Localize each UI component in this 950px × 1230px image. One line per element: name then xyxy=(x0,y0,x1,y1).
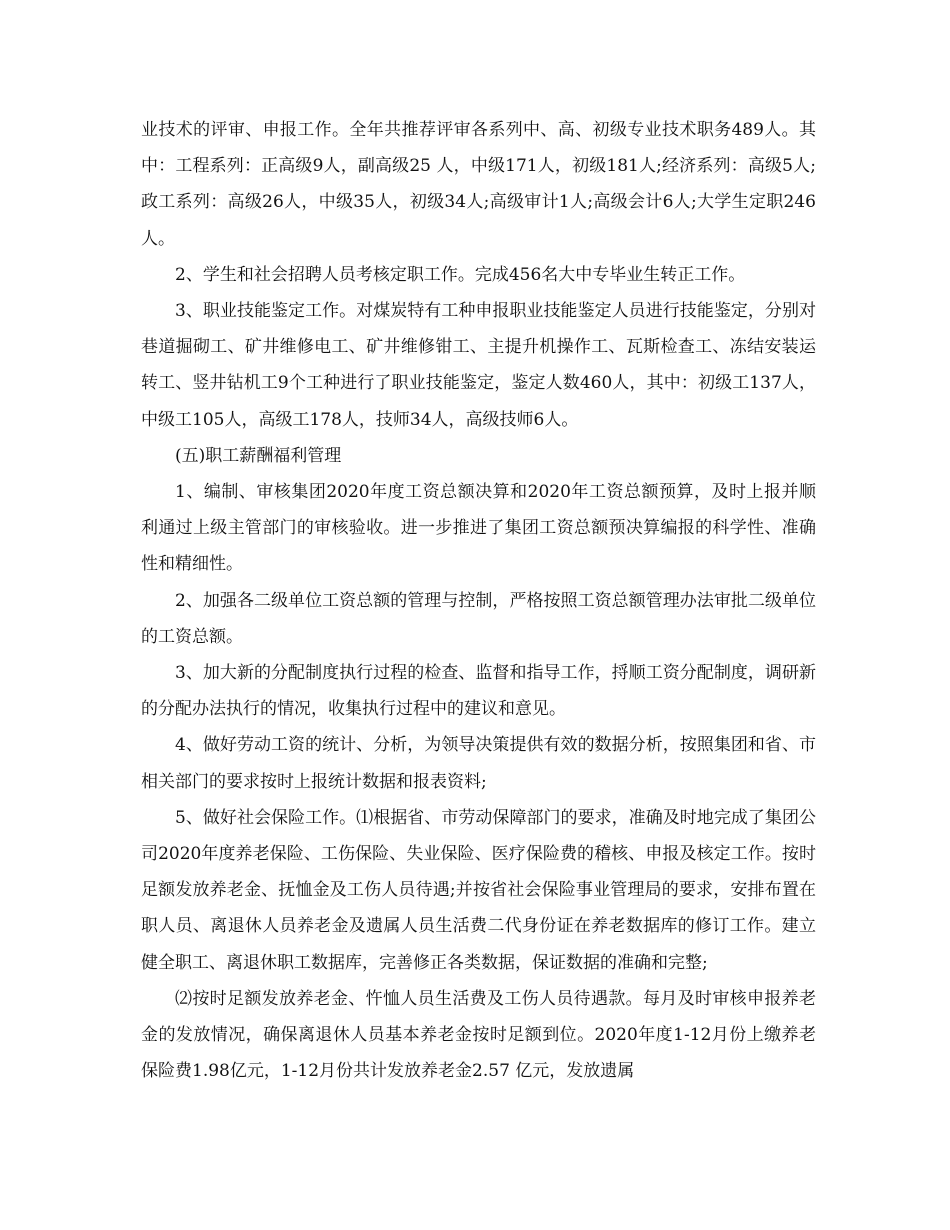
paragraph-item-2-recruitment: 2、学生和社会招聘人员考核定职工作。完成456名大中专毕业生转正工作。 xyxy=(175,264,746,285)
paragraph-compensation-item-4: 4、做好劳动工资的统计、分析，为领导决策提供有效的数据分析，按照集团和省、市相关部门的要求按时上报统计数据和报表资料; xyxy=(141,735,816,792)
document-body xyxy=(141,112,816,1089)
paragraph-compensation-subitem-2: ⑵按时足额发放养老金、忤恤人员生活费及工伤人员待遇款。每月及时审核申报养老金的发放情况，确保离退休人员基本养老金按时足额到位。2020年度1-12月份上缴养老保险费1.98亿元，1-12月份共计发放养老金2.57 亿元，发放遗属 xyxy=(141,988,816,1082)
paragraph-compensation-item-1: 1、编制、审核集团2020年度工资总额决算和2020年工资总额预算，及时上报并顺利通过上级主管部门的审核验收。进一步推进了集团工资总额预决算编报的科学性、准确性和精细性。 xyxy=(141,482,816,575)
paragraph-item-3-skill-appraisal: 3、职业技能鉴定工作。对煤炭特有工种申报职业技能鉴定人员进行技能鉴定，分别对巷道掘砌工、矿井维修电工、矿井维修钳工、主提升机操作工、瓦斯检查工、冻结安装运转工、竖井钻机工9个工种进行了职业技能鉴定，鉴定人数460人，其中：初级工137人，中级工105人，高级工178人，技师34人，高级技师6人。 xyxy=(141,301,816,430)
paragraph-continued: 业技术的评审、申报工作。全年共推荐评审各系列中、高、初级专业技术职务489人。其中：工程系列：正高级9人，副高级25 人，中级171人，初级181人;经济系列：高级5人;政工系列：高级26人，中级35人，初级34人;高级审计1人;高级会计6人;大学生定职246人。 xyxy=(141,120,817,249)
paragraph-compensation-item-3: 3、加大新的分配制度执行过程的检查、监督和指导工作，捋顺工资分配制度，调研新的分配办法执行的情况，收集执行过程中的建议和意见。 xyxy=(141,663,816,720)
paragraph-compensation-item-5: 5、做好社会保险工作。⑴根据省、市劳动保障部门的要求，准确及时地完成了集团公司2020年度养老保险、工伤保险、失业保险、医疗保险费的稽核、申报及核定工作。按时足额发放养老金、抚恤金及工伤人员待遇;并按省社会保险事业管理局的要求，安排布置在职人员、离退休人员养老金及遗属人员生活费二代身份证在养老数据库的修订工作。建立健全职工、离退休职工数据库，完善修正各类数据，保证数据的准确和完整; xyxy=(141,807,816,973)
paragraph-compensation-item-2: 2、加强各二级单位工资总额的管理与控制，严格按照工资总额管理办法审批二级单位的工资总额。 xyxy=(141,590,816,647)
section-heading-compensation: (五)职工薪酬福利管理 xyxy=(175,445,342,466)
